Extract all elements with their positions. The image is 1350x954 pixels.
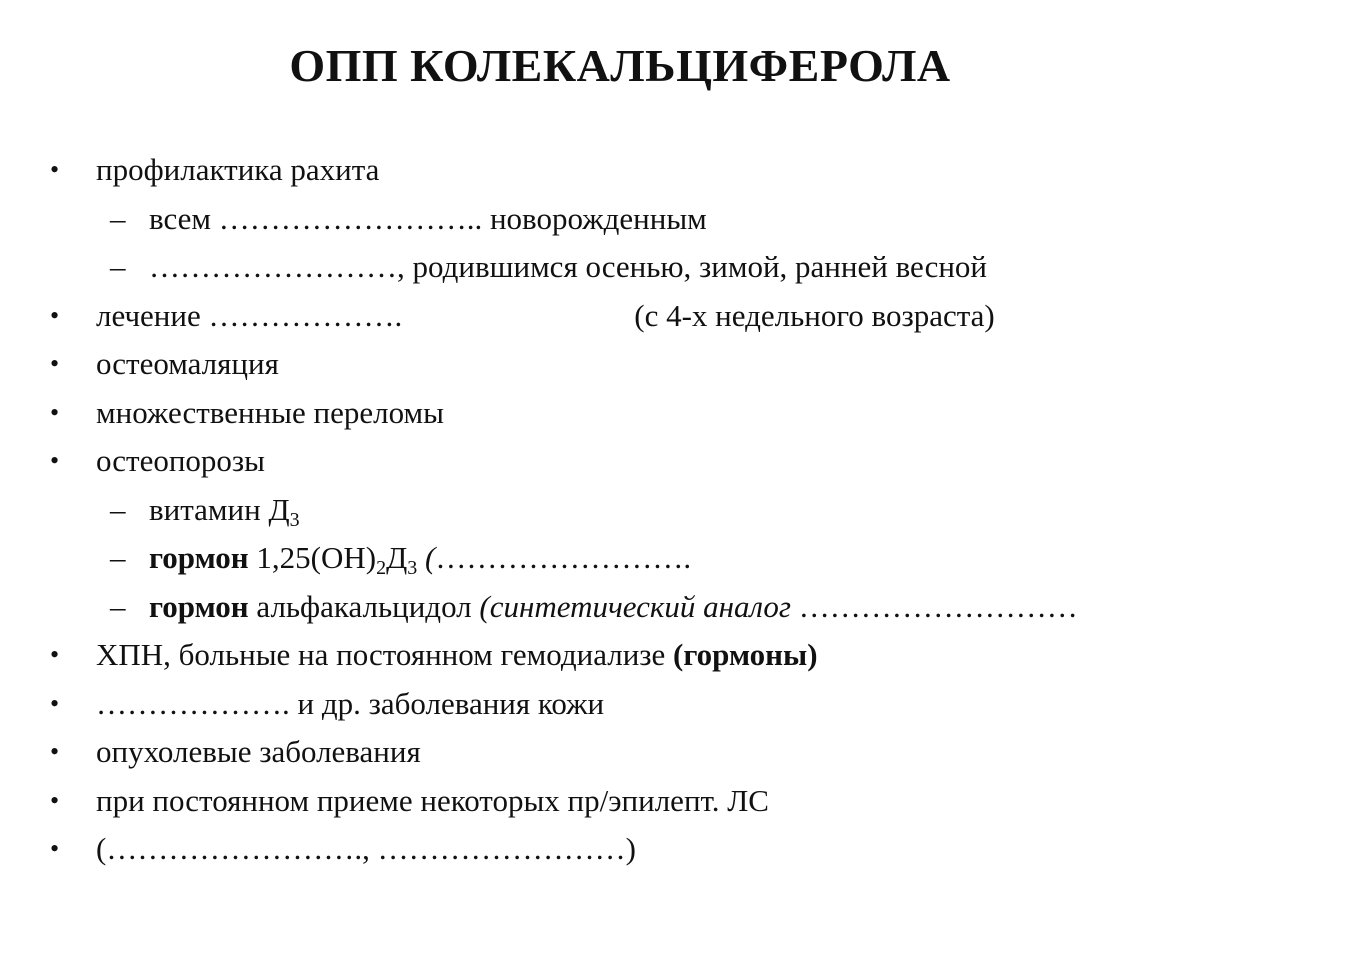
item-text-group bbox=[149, 486, 300, 534]
subscript: 3 bbox=[289, 508, 300, 531]
bullet-icon: • bbox=[50, 397, 60, 427]
bullet-icon: • bbox=[50, 349, 60, 378]
list-item bbox=[0, 631, 1350, 680]
bullet-icon: • bbox=[50, 446, 60, 475]
list-item bbox=[0, 777, 1350, 826]
item-text: (……………………., ……………………) bbox=[96, 831, 636, 866]
item-bold: гормон bbox=[149, 540, 249, 575]
sub-list-item bbox=[0, 486, 1350, 535]
item-text: остеопорозы bbox=[96, 443, 266, 478]
item-text: 1,25(ОН) bbox=[248, 540, 377, 575]
subscript: 3 bbox=[407, 557, 418, 579]
sub-list-item bbox=[0, 243, 1350, 292]
subscript: 2 bbox=[376, 557, 387, 579]
dash-icon: – bbox=[110, 588, 126, 624]
sub-list-item bbox=[0, 195, 1350, 244]
item-bold: (гормоны) bbox=[673, 637, 818, 672]
bullet-list bbox=[0, 146, 1350, 874]
list-item bbox=[0, 292, 1350, 341]
item-italic: (синтетический аналог bbox=[479, 588, 791, 624]
list-item bbox=[0, 680, 1350, 729]
item-tail: ……………………… bbox=[791, 588, 1078, 624]
list-item bbox=[0, 340, 1350, 389]
item-text: ……………………, родившимся осенью, зимой, ранней весной bbox=[149, 249, 988, 284]
item-text-group bbox=[96, 292, 995, 340]
item-text: альфакальцидол bbox=[248, 588, 480, 624]
dash-icon: – bbox=[110, 491, 126, 527]
item-text: Д bbox=[386, 540, 408, 575]
item-bold: гормон bbox=[149, 588, 249, 624]
list-item bbox=[0, 825, 1350, 874]
item-text: всем …………………….. новорожденным bbox=[149, 200, 707, 236]
list-item bbox=[0, 389, 1350, 438]
item-text: множественные переломы bbox=[96, 394, 444, 430]
bullet-icon: • bbox=[50, 155, 60, 184]
bullet-icon: • bbox=[50, 688, 60, 718]
item-note: (с 4-х недельного возраста) bbox=[634, 297, 995, 333]
item-text: витамин Д bbox=[149, 491, 290, 527]
list-item bbox=[0, 728, 1350, 777]
item-text: при постоянном приеме некоторых пр/эпилепт. ЛС bbox=[96, 782, 769, 818]
sub-list-item bbox=[0, 534, 1350, 583]
item-text: профилактика рахита bbox=[96, 152, 380, 187]
item-italic: ( bbox=[417, 540, 436, 575]
item-text-group bbox=[149, 534, 691, 582]
item-text: ХПН, больные на постоянном гемодиализе bbox=[96, 637, 674, 672]
bullet-icon: • bbox=[50, 300, 60, 330]
item-text: опухолевые заболевания bbox=[96, 734, 421, 769]
sub-list-item bbox=[0, 583, 1350, 632]
bullet-icon: • bbox=[50, 640, 60, 669]
dash-icon: – bbox=[110, 540, 126, 575]
item-text: ………………. и др. заболевания кожи bbox=[96, 685, 605, 721]
item-text: остеомаляция bbox=[96, 346, 279, 381]
item-text-group bbox=[96, 631, 818, 679]
item-tail: ……………………. bbox=[435, 540, 692, 575]
slide-title: ОПП КОЛЕКАЛЬЦИФЕРОЛА bbox=[289, 40, 951, 91]
bullet-icon: • bbox=[50, 785, 60, 815]
list-item bbox=[0, 146, 1350, 195]
bullet-icon: • bbox=[50, 737, 60, 766]
item-text: лечение ………………. bbox=[96, 297, 403, 333]
bullet-icon: • bbox=[50, 834, 60, 863]
dash-icon: – bbox=[110, 249, 126, 284]
list-item bbox=[0, 437, 1350, 486]
dash-icon: – bbox=[110, 200, 126, 236]
item-text-group bbox=[149, 583, 1078, 631]
